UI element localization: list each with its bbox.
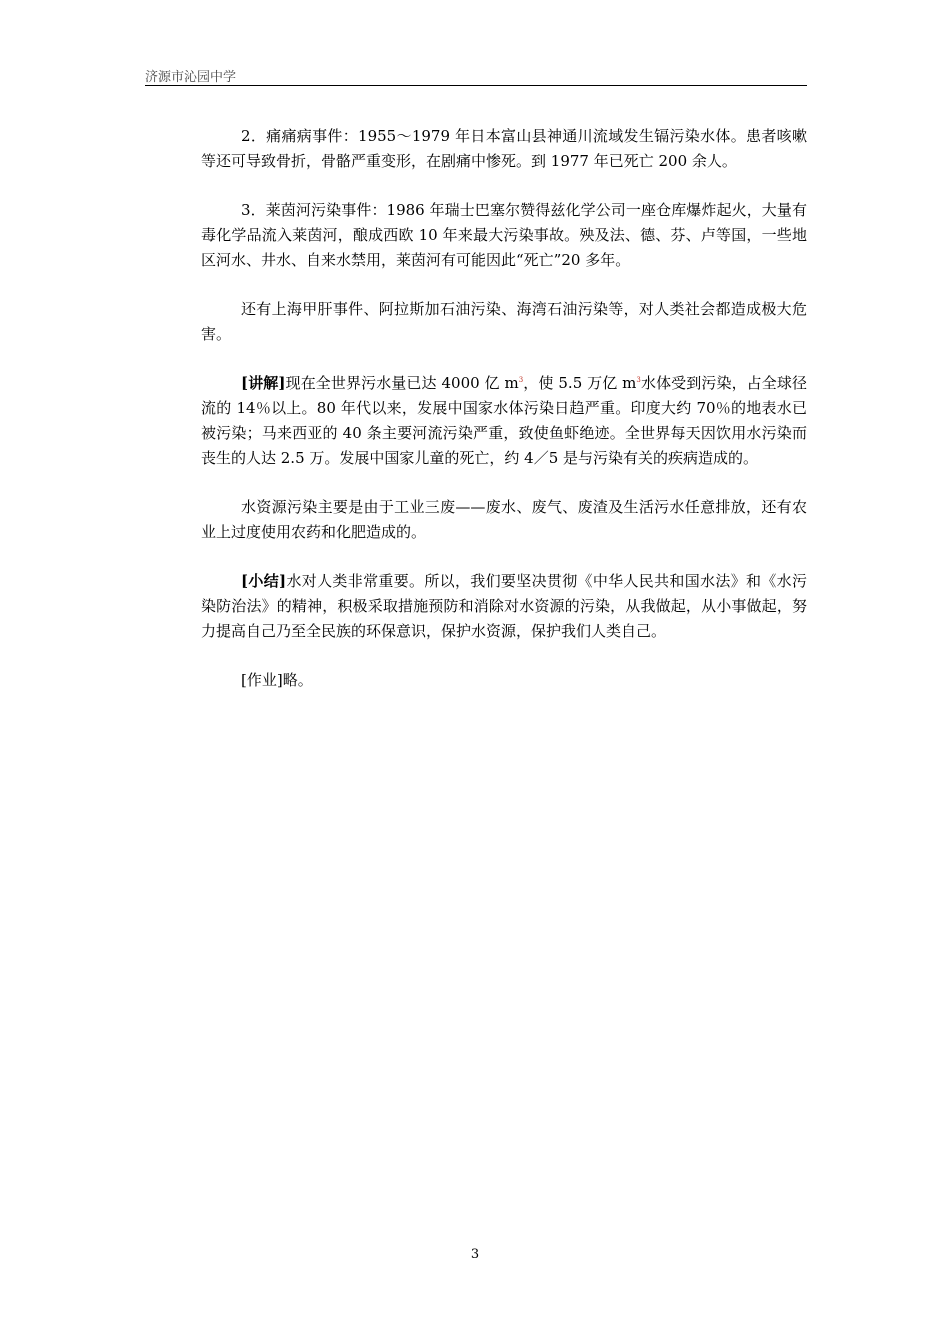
document-body (201, 124, 807, 717)
paragraph-summary (201, 569, 807, 644)
page-header (145, 64, 807, 86)
paragraph-itai-itai-disease: 2．痛痛病事件：1955～1979 年日本富山县神通川流域发生镉污染水体。患者咳嗽等还可导致骨折，骨骼严重变形，在剧痛中惨死。到 1977 年已死亡 200 余人。 (201, 127, 807, 170)
header-school-name: 济源市沁园中学 (145, 70, 237, 85)
cubic-superscript-1: 3 (518, 376, 524, 384)
explanation-text-a: 现在全世界污水量已达 4000 亿 m (285, 374, 519, 392)
page-number: 3 (470, 1247, 480, 1262)
paragraph-pollution-causes: 水资源污染主要是由于工业三废——废水、废气、废渣及生活污水任意排放，还有农业上过度使用农药和化肥造成的。 (201, 498, 807, 541)
paragraph-rhine-pollution: 3．莱茵河污染事件：1986 年瑞士巴塞尔赞得兹化学公司一座仓库爆炸起火，大量有毒化学品流入莱茵河，酿成西欧 10 年来最大污染事故。殃及法、德、芬、卢等国，一些地区河水、井水、自来水禁用，莱茵河有可能因此“死亡”20 多年。 (201, 201, 807, 269)
paragraph-explanation (201, 371, 807, 471)
cubic-superscript-2: 3 (636, 376, 641, 384)
explanation-text-c: 水体受到污染，占全球径流的 14％以上。80 年代以来，发展中国家水体污染日趋严重。印度大约 70％的地表水已被污染；马来西亚的 40 条主要河流污染严重，致使鱼虾绝迹。全世界每天因饮用水污染而丧生的人达 2.5 万。发展中国家儿童的死亡，约 4／5 是与污染有关的疾病造成的。 (201, 374, 807, 467)
summary-text: 水对人类非常重要。所以，我们要坚决贯彻《中华人民共和国水法》和《水污染防治法》的精神，积极采取措施预防和消除对水资源的污染，从我做起，从小事做起，努力提高自己乃至全民族的环保意识，保护水资源，保护我们人类自己。 (201, 572, 807, 640)
explanation-tag: [讲解] (241, 374, 286, 392)
homework-tag: [作业] (241, 671, 283, 689)
paragraph-homework (201, 668, 807, 693)
paragraph-other-incidents: 还有上海甲肝事件、阿拉斯加石油污染、海湾石油污染等，对人类社会都造成极大危害。 (201, 300, 807, 343)
explanation-text-b: ，使 5.5 万亿 m (523, 374, 637, 392)
homework-text: 略。 (282, 671, 313, 689)
summary-tag: [小结] (241, 572, 287, 590)
